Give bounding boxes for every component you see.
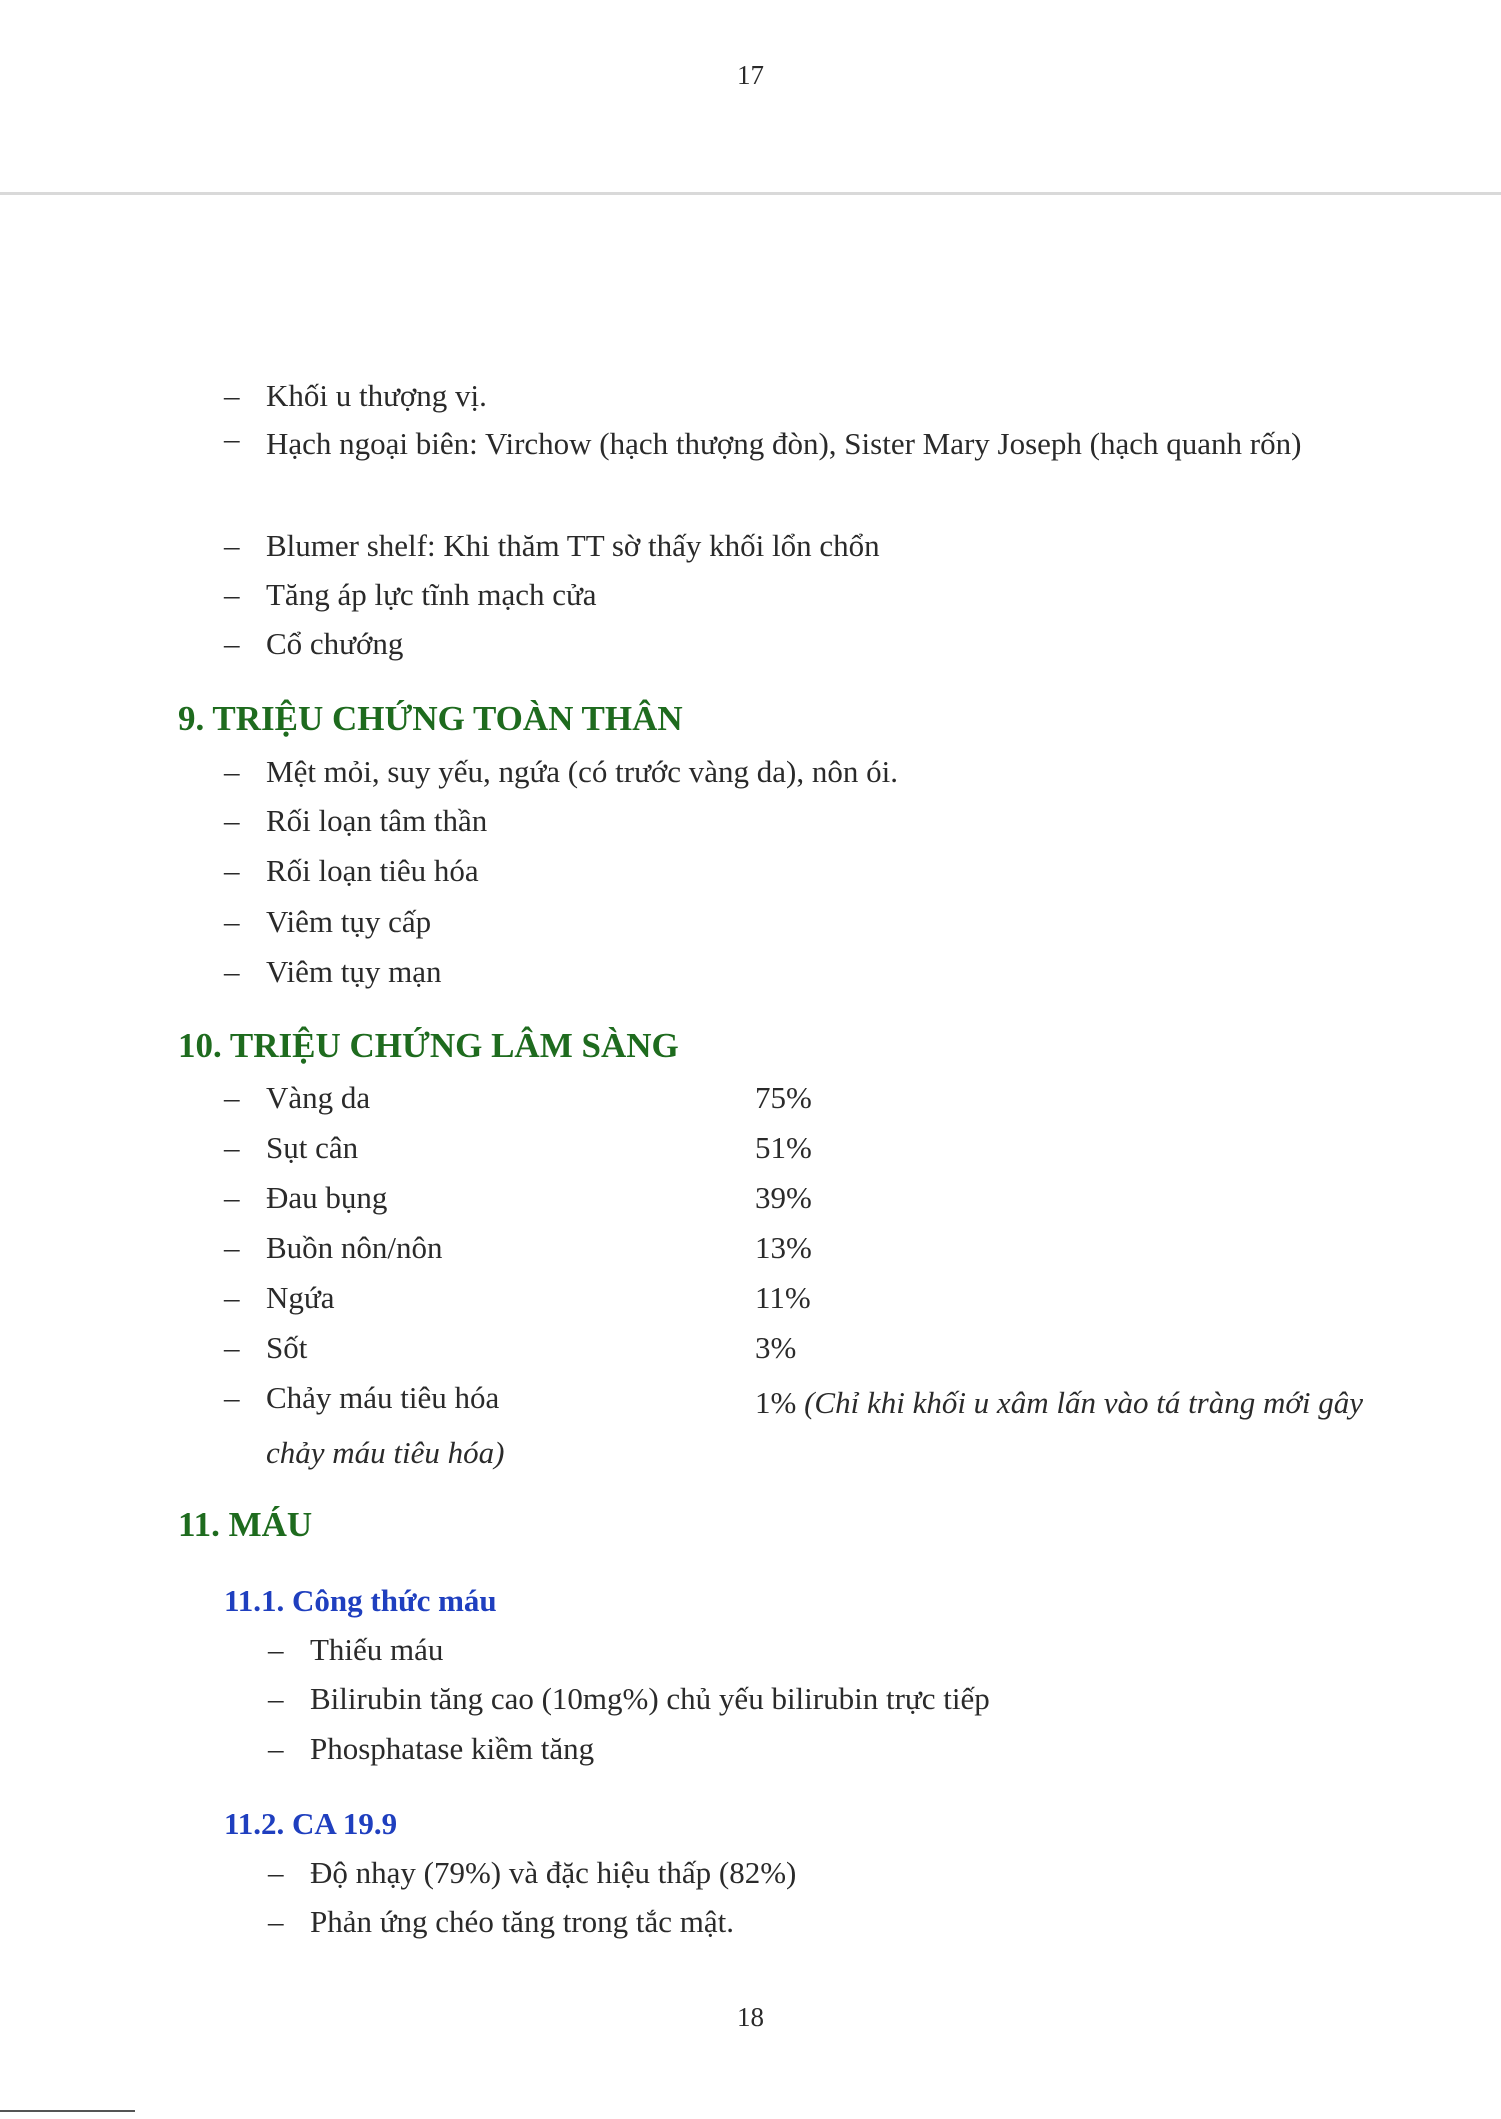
list-dash: –: [224, 421, 240, 456]
list-dash: –: [224, 904, 240, 939]
symptom-percent: 39%: [755, 1180, 812, 1215]
symptom-percent: 13%: [755, 1230, 812, 1265]
list-dash: –: [224, 1380, 240, 1415]
list-dash: –: [224, 1330, 240, 1365]
list-dash: –: [268, 1904, 284, 1939]
symptom-percent: 3%: [755, 1330, 797, 1365]
symptom-label: Đau bụng: [266, 1180, 388, 1215]
subsection-11-2-heading: 11.2. CA 19.9: [224, 1806, 398, 1841]
symptom-note: (Chỉ khi khối u xâm lấn vào tá tràng mới gây chảy máu tiêu hóa): [266, 1385, 1364, 1470]
list-dash: –: [224, 1230, 240, 1265]
list-dash: –: [224, 954, 240, 989]
page-number-top: 17: [737, 60, 764, 90]
symptom-label: Vàng da: [266, 1080, 371, 1115]
symptom-label: Sốt: [266, 1330, 308, 1365]
list-dash: –: [224, 528, 240, 563]
symptom-percent: 75%: [755, 1080, 812, 1115]
symptom-percent: 51%: [755, 1130, 812, 1165]
list-dash: –: [268, 1855, 284, 1890]
list-dash: –: [224, 1080, 240, 1115]
symptom-percent: 11%: [755, 1280, 811, 1315]
section-11-heading: 11. MÁU: [178, 1505, 313, 1544]
symptom-label: Chảy máu tiêu hóa: [266, 1380, 500, 1415]
list-dash: –: [224, 626, 240, 661]
section-10-heading: 10. TRIỆU CHỨNG LÂM SÀNG: [178, 1026, 679, 1065]
footnote-rule: [0, 2110, 135, 2112]
list-dash: –: [224, 1280, 240, 1315]
previous-page-footer: [0, 0, 1501, 195]
list-dash: –: [268, 1632, 284, 1667]
page-number-bottom: 18: [737, 2002, 764, 2032]
symptom-label: Ngứa: [266, 1280, 335, 1315]
section-9-heading: 9. TRIỆU CHỨNG TOÀN THÂN: [178, 699, 683, 738]
symptom-row: [224, 1378, 1369, 1478]
list-dash: –: [224, 853, 240, 888]
list-dash: –: [224, 1180, 240, 1215]
symptom-label: Sụt cân: [266, 1130, 359, 1165]
list-dash: –: [224, 577, 240, 612]
symptom-percent: 1%: [755, 1385, 797, 1420]
symptom-detail: [266, 1378, 1369, 1478]
list-dash: –: [224, 378, 240, 413]
list-dash: –: [268, 1681, 284, 1716]
list-dash: –: [224, 1130, 240, 1165]
list-dash: –: [224, 803, 240, 838]
subsection-11-1-heading: 11.1. Công thức máu: [224, 1583, 497, 1618]
list-dash: –: [224, 754, 240, 789]
list-dash: –: [268, 1731, 284, 1766]
symptom-label: Buồn nôn/nôn: [266, 1230, 443, 1265]
